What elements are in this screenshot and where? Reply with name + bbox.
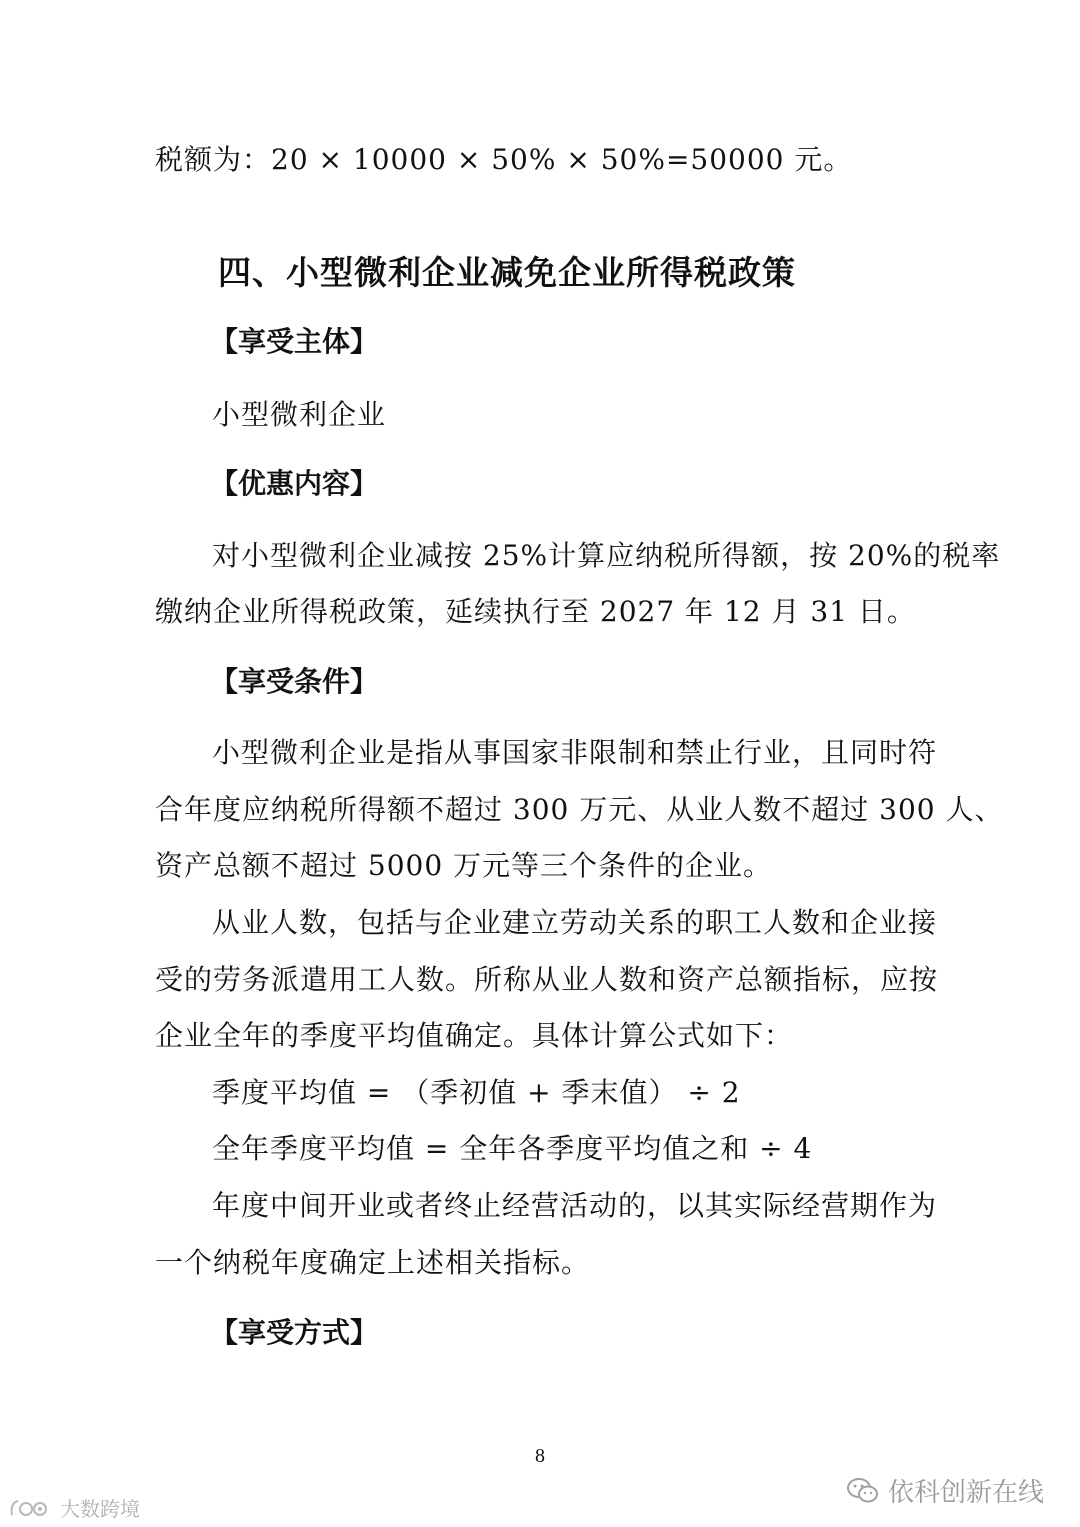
paragraph-line: 资产总额不超过 5000 万元等三个条件的企业。 — [155, 849, 773, 882]
paragraph-line: 小型微利企业是指从事国家非限制和禁止行业，且同时符 — [212, 736, 938, 769]
label-benefit: 【优惠内容】 — [210, 467, 379, 500]
paragraph-line: 企业全年的季度平均值确定。具体计算公式如下： — [155, 1019, 794, 1052]
section-heading: 四、小型微利企业减免企业所得税政策 — [218, 253, 796, 292]
formula-line: 季度平均值 = （季初值 + 季末值） ÷ 2 — [212, 1076, 741, 1109]
watermark-right-text: 依科创新在线 — [887, 1478, 1044, 1508]
paragraph-line: 对小型微利企业减按 25%计算应纳税所得额，按 20%的税率 — [212, 539, 1001, 572]
wechat-icon — [846, 1476, 880, 1506]
formula-line: 全年季度平均值 = 全年各季度平均值之和 ÷ 4 — [212, 1132, 813, 1165]
paragraph-line: 合年度应纳税所得额不超过 300 万元、从业人数不超过 300 人、 — [155, 793, 1004, 826]
logo-icon — [8, 1497, 54, 1519]
paragraph-line: 年度中间开业或者终止经营活动的，以其实际经营期作为 — [212, 1189, 938, 1222]
paragraph-line: 一个纳税年度确定上述相关指标。 — [155, 1246, 591, 1279]
watermark-left — [8, 1493, 140, 1522]
label-method: 【享受方式】 — [210, 1316, 379, 1349]
label-recipient: 【享受主体】 — [210, 325, 379, 358]
paragraph-line: 缴纳企业所得税政策，延续执行至 2027 年 12 月 31 日。 — [155, 595, 916, 628]
watermark-left-text: 大数跨境 — [60, 1497, 140, 1521]
paragraph-line: 小型微利企业 — [212, 398, 387, 431]
paragraph-line: 从业人数，包括与企业建立劳动关系的职工人数和企业接 — [212, 906, 938, 939]
watermark-right — [846, 1472, 1044, 1509]
paragraph-line: 受的劳务派遣用工人数。所称从业人数和资产总额指标，应按 — [155, 963, 939, 996]
page-number: 8 — [535, 1445, 545, 1467]
label-conditions: 【享受条件】 — [210, 665, 379, 698]
paragraph-line: 税额为：20 × 10000 × 50% × 50%=50000 元。 — [155, 143, 853, 176]
